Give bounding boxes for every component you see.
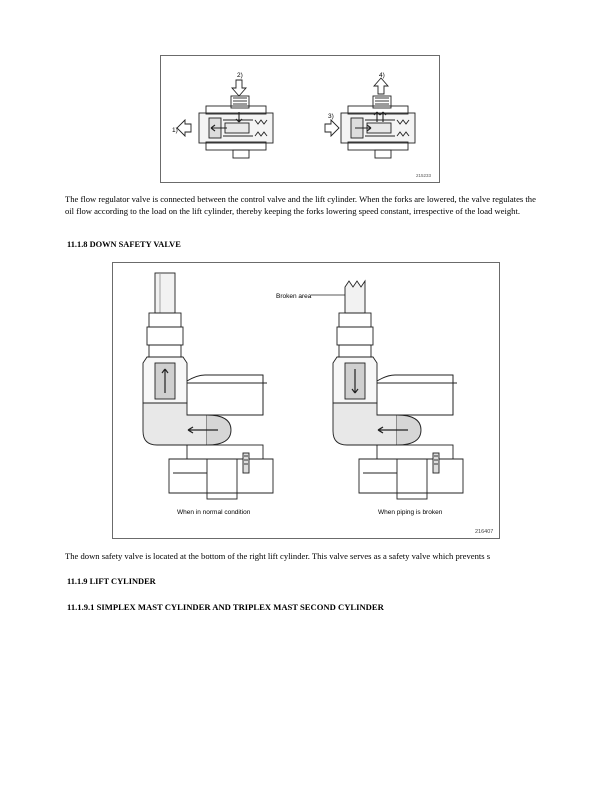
- valve-left-illustration: [199, 96, 273, 158]
- flow-regulator-figure: [160, 55, 440, 183]
- down-safety-valve-figure: [112, 262, 500, 539]
- flow-arrow-1: [177, 120, 191, 136]
- down-safety-valve-drawing: [113, 263, 499, 538]
- caption-broken: When piping is broken: [378, 509, 443, 516]
- flow-arrow-4: [374, 78, 388, 94]
- caption-normal: When in normal condition: [177, 509, 251, 516]
- label-2: 2): [237, 72, 243, 79]
- flow-arrow-2: [232, 80, 246, 96]
- valve-broken-illustration: [333, 281, 463, 499]
- section-heading-lift-cylinder: 11.1.9 LIFT CYLINDER: [67, 577, 156, 586]
- label-3: 3): [328, 113, 334, 120]
- paragraph-down-safety-valve: The down safety valve is located at the bottom of the right lift cylinder. This valve serves as a safety valve which prevents s: [65, 551, 491, 561]
- section-heading-down-safety-valve: 11.1.8 DOWN SAFETY VALVE: [67, 240, 181, 249]
- label-4: 4): [379, 72, 385, 79]
- flow-regulator-drawing: [161, 56, 439, 182]
- figure-code: 215233: [416, 173, 432, 178]
- valve-right-illustration: [341, 96, 415, 158]
- broken-area-label: Broken area: [276, 293, 312, 300]
- section-heading-simplex-mast-cylinder: 11.1.9.1 SIMPLEX MAST CYLINDER AND TRIPLEX MAST SECOND CYLINDER: [67, 602, 384, 612]
- valve-normal-illustration: [143, 273, 273, 499]
- label-1: 1): [172, 127, 178, 134]
- paragraph-flow-regulator: The flow regulator valve is connected between the control valve and the lift cylinder. When the forks are lowered, the valve regulates the oil flow according to the load on the lift cylinder, thereby keeping the forks lowering speed constant, irrespective of the load weight.: [65, 194, 536, 216]
- figure-code: 216407: [475, 529, 494, 535]
- flow-arrow-3: [325, 120, 339, 136]
